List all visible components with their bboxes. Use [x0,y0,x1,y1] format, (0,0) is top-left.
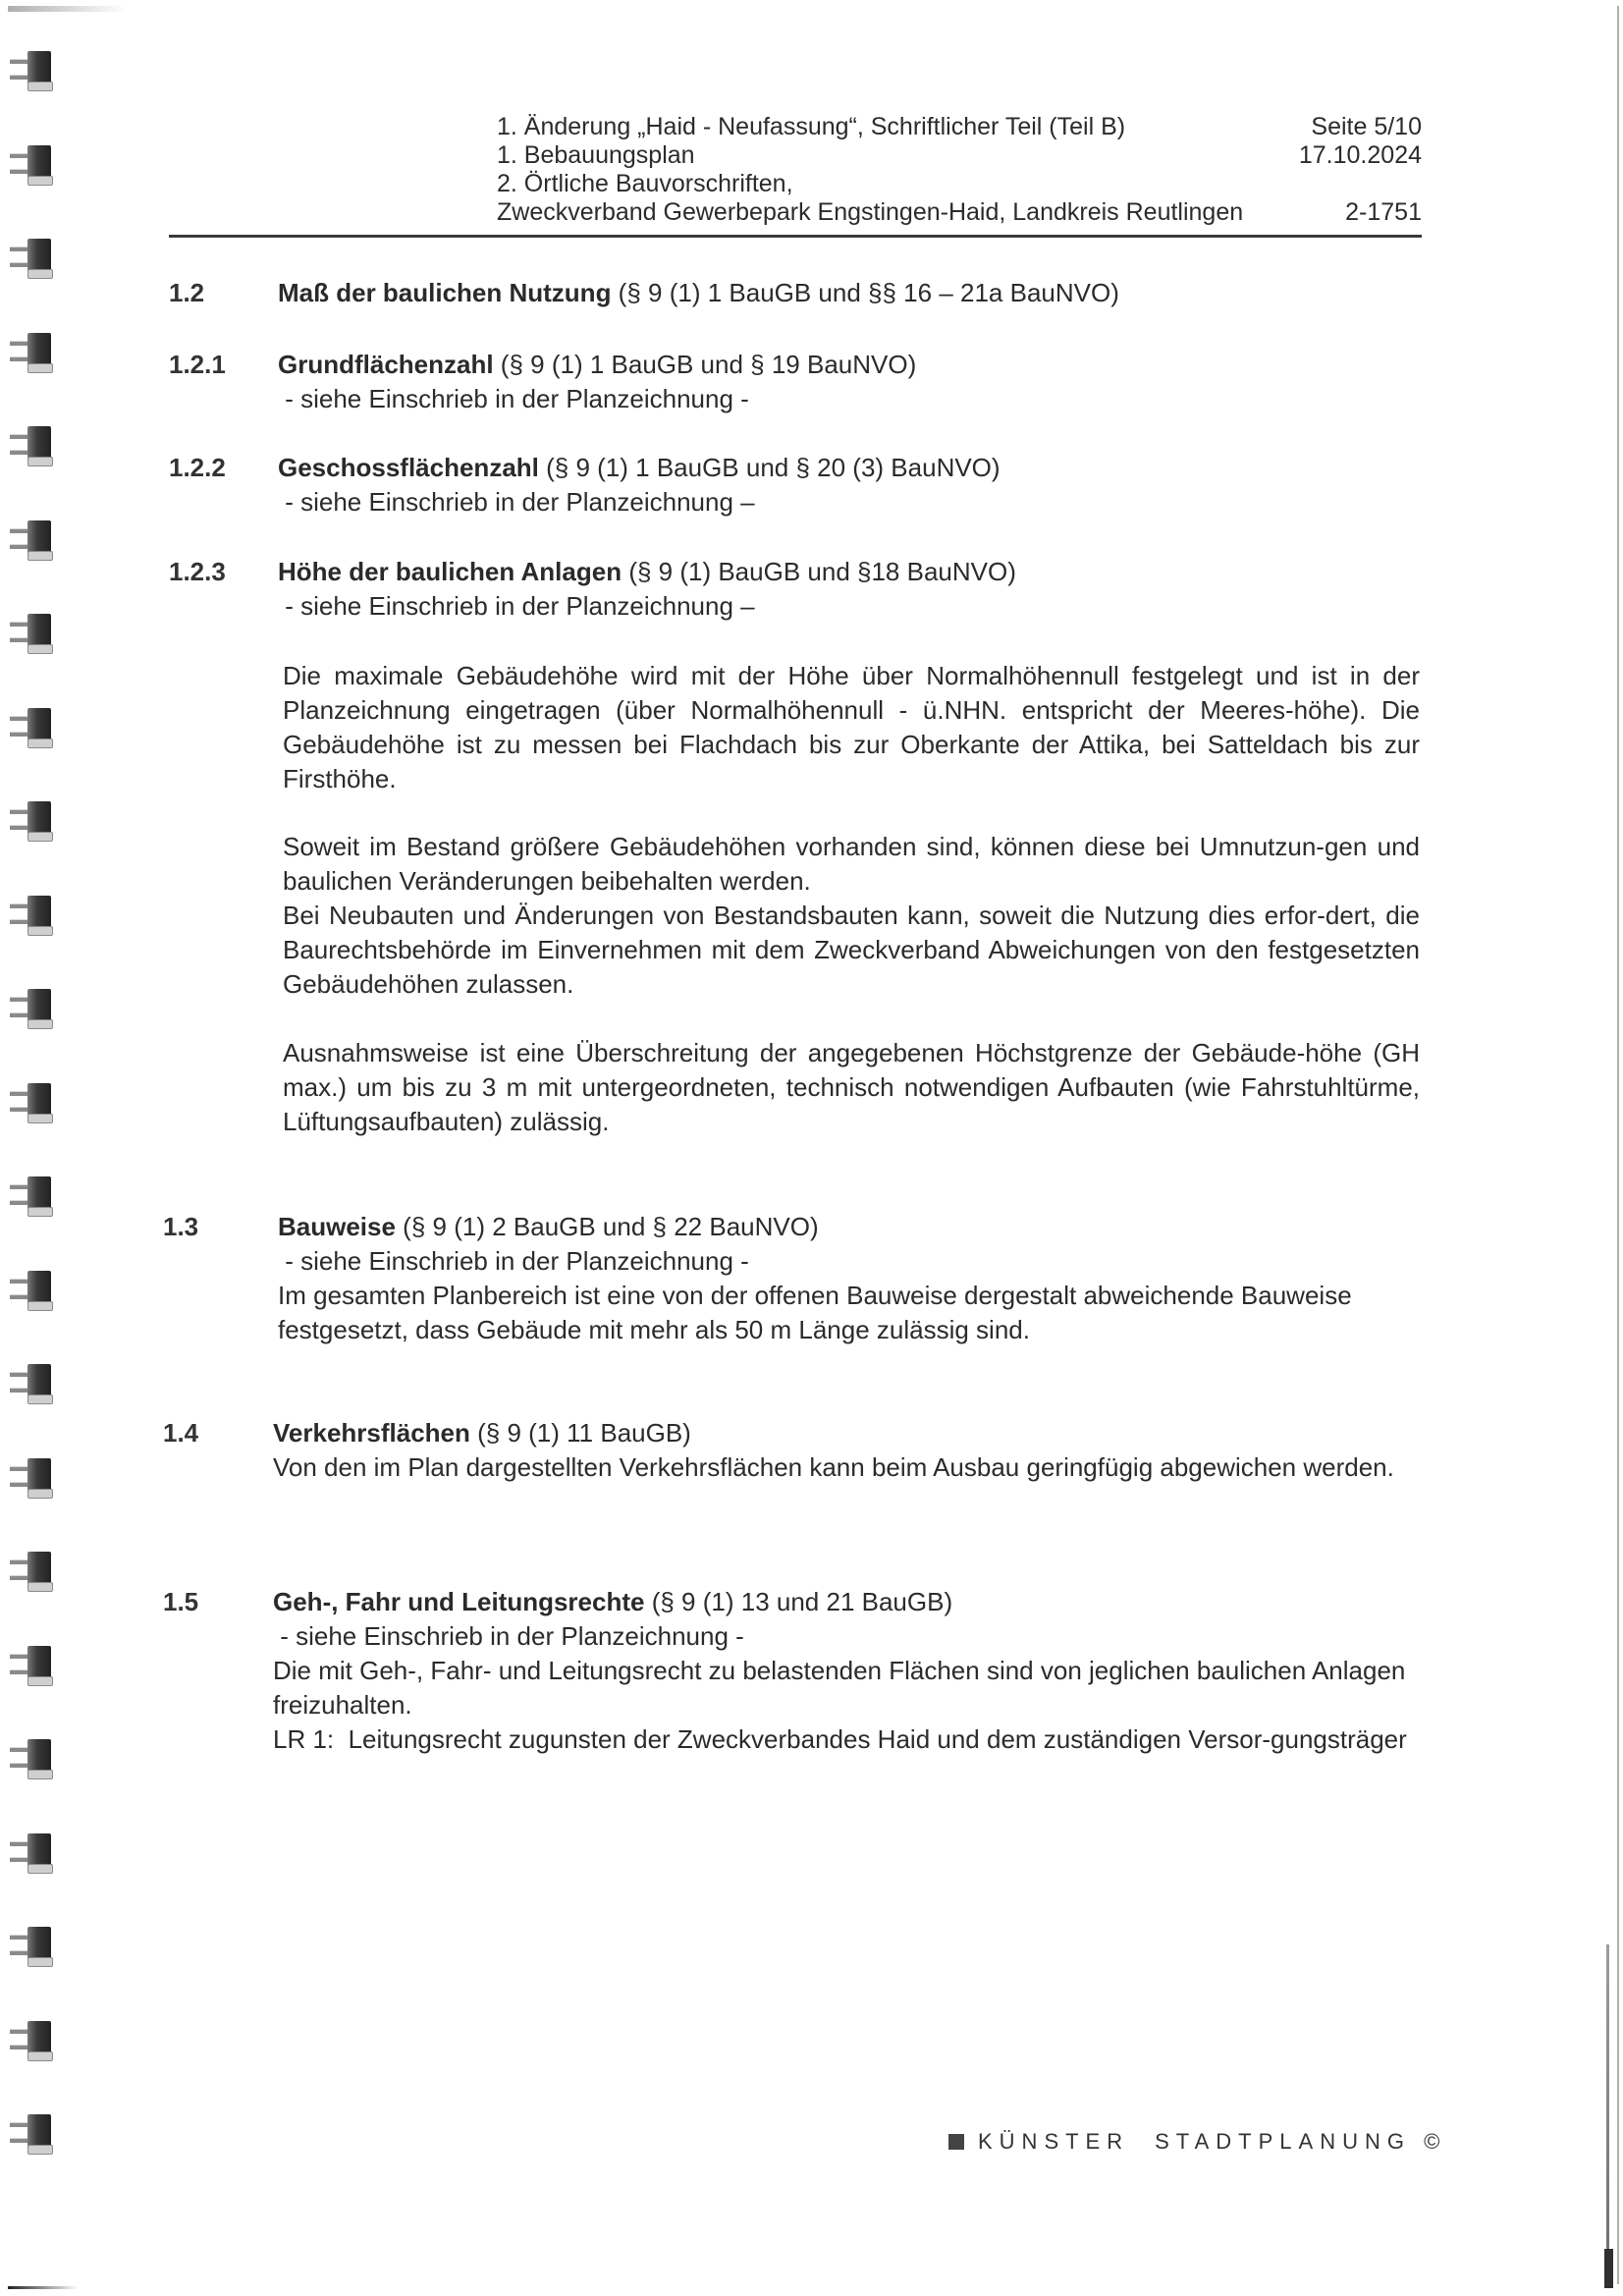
document-title: 1. Änderung „Haid - Neufassung“, Schriftlicher Teil (Teil B) [497,113,1126,140]
paragraph-exceedance: Ausnahmsweise ist eine Überschreitung der angegebenen Höchstgrenze der Gebäude-höhe (GH max.) um bis zu 3 m mit untergeordneten, technisch notwendigen Aufbauten (wie Fahrstuhltürme, Lüftungsaufbauten) zulässig. [283,1038,1420,1136]
section-title: Bauweise [278,1212,396,1241]
scan-shadow-top [8,6,126,12]
section-body [278,451,1417,519]
document-header [169,113,1422,227]
section-note: - siehe Einschrieb in der Planzeichnung – [278,487,755,517]
binding-ring-icon [10,49,51,92]
section-heading [278,451,1417,485]
publisher-footer [948,2129,1446,2155]
binding-ring-icon [10,2112,51,2156]
section-legal-ref: (§ 9 (1) 2 BauGB und § 22 BauNVO) [395,1212,819,1241]
section-number: 1.5 [163,1587,199,1616]
section-legal-ref: (§ 9 (1) 1 BauGB und § 19 BauNVO) [493,350,917,379]
binding-ring-icon [10,1737,51,1780]
brand-name-right: STADTPLANUNG © [1155,2129,1447,2154]
section-heading [273,1585,1422,1619]
paragraph-lr1: LR 1: Leitungsrecht zugunsten der Zweckverbandes Haid und dem zuständigen Versor-gungsträger [273,1724,1407,1754]
section-number: 1.2.2 [169,453,226,482]
local-regulations-label: 2. Örtliche Bauvorschriften, [497,170,793,197]
section-note: - siehe Einschrieb in der Planzeichnung - [273,1621,744,1651]
section-title: Grundflächenzahl [278,350,494,379]
section-heading [273,1416,1422,1450]
binding-ring-icon [10,1550,51,1593]
paragraph-traffic-areas: Von den im Plan dargestellten Verkehrsflächen kann beim Ausbau geringfügig abgewichen werden. [273,1452,1394,1482]
scan-shadow-bottom [8,2286,79,2289]
page-edge-corner [1604,2249,1613,2288]
section-number: 1.2 [169,278,205,307]
brand-name-left: KÜNSTER [978,2129,1130,2154]
section-note: - siehe Einschrieb in der Planzeichnung - [278,1246,749,1276]
page-edge-right-shadow [1606,1944,1609,2288]
binding-ring-icon [10,519,51,562]
section-title: Geh-, Fahr und Leitungsrechte [273,1587,645,1616]
binding-ring-icon [10,706,51,749]
page-edge-right [1617,6,1619,2284]
section-title: Geschossflächenzahl [278,453,539,482]
section-number: 1.4 [163,1418,199,1448]
binding-ring-icon [10,2019,51,2062]
section-legal-ref: (§ 9 (1) BauGB und §18 BauNVO) [622,557,1016,586]
section-title: Maß der baulichen Nutzung [278,278,612,307]
header-row-4 [169,198,1422,227]
section-number: 1.3 [163,1212,199,1241]
binding-ring-icon [10,894,51,937]
binding-ring-icon [10,987,51,1030]
binding-ring-icon [10,331,51,374]
section-number: 1.2.3 [169,557,226,586]
binding-ring-icon [10,1362,51,1405]
paragraph-height-definition: Die maximale Gebäudehöhe wird mit der Höhe über Normalhöhennull festgelegt und ist in der Planzeichnung eingetragen (über Normalhöhennull - ü.NHN. entspricht der Meeres-höhe). Die Gebäudehöhe ist zu messen bei Flachdach bis zur Oberkante der Attika, bei Satteldach bis zur Firsthöhe. [283,661,1420,793]
binding-ring-icon [10,1081,51,1124]
document-number: 2-1751 [1345,198,1422,226]
section-body [273,1416,1422,1485]
paragraph-building-style: Im gesamten Planbereich ist eine von der offenen Bauweise dergestalt abweichende Bauweise festgesetzt, dass Gebäude mit mehr als 50 m Länge zulässig sind. [278,1281,1352,1344]
section-heading [278,276,1119,310]
section-legal-ref: (§ 9 (1) 1 BauGB und § 20 (3) BauNVO) [538,453,1001,482]
binding-ring-icon [10,799,51,843]
section-title: Verkehrsflächen [273,1418,470,1448]
section-title: Höhe der baulichen Anlagen [278,557,622,586]
header-row-2 [169,141,1422,170]
section-heading [278,348,1417,382]
binding-ring-icon [10,1831,51,1875]
section-legal-ref: (§ 9 (1) 11 BauGB) [469,1418,691,1448]
paragraph-existing-heights: Soweit im Bestand größere Gebäudehöhen vorhanden sind, können diese bei Umnutzun-gen und baulichen Veränderungen beibehalten werden. [283,832,1420,896]
plan-type: 1. Bebauungsplan [497,141,695,169]
section-legal-ref: (§ 9 (1) 13 und 21 BauGB) [644,1587,953,1616]
paragraph-rights-areas: Die mit Geh-, Fahr- und Leitungsrecht zu belastenden Flächen sind von jeglichen baulichen Anlagen freizuhalten. [273,1656,1406,1720]
brand-square-icon [948,2134,964,2150]
section-body [273,1585,1422,1757]
section-note: - siehe Einschrieb in der Planzeichnung - [278,384,749,413]
header-divider [169,235,1422,238]
binding-ring-icon [10,424,51,467]
header-row-3 [169,170,1422,198]
binding-ring-icon [10,612,51,655]
section-number: 1.2.1 [169,350,226,379]
binding-ring-icon [10,1175,51,1218]
section-body [278,348,1417,416]
paragraph-deviations: Bei Neubauten und Änderungen von Bestandsbauten kann, soweit die Nutzung dies erfor-dert, die Baurechtsbehörde im Einvernehmen mit dem Zweckverband Abweichungen von den festgesetzten Gebäudehöhen zulassen. [283,901,1420,999]
authority-name: Zweckverband Gewerbepark Engstingen-Haid, Landkreis Reutlingen [497,198,1244,226]
section-body [278,1210,1417,1347]
binding-ring-icon [10,1456,51,1500]
binding-ring-icon [10,1644,51,1687]
page-number: Seite 5/10 [1311,113,1422,140]
section-body [278,555,1417,624]
section-heading [278,1210,1417,1244]
header-row-1 [169,113,1422,141]
section-heading [278,555,1417,589]
binding-ring-icon [10,1269,51,1312]
binding-ring-icon [10,237,51,280]
section-note: - siehe Einschrieb in der Planzeichnung – [278,591,755,621]
section-legal-ref: (§ 9 (1) 1 BauGB und §§ 16 – 21a BauNVO) [611,278,1119,307]
binding-ring-icon [10,143,51,187]
binding-ring-icon [10,1925,51,1968]
document-date: 17.10.2024 [1298,141,1422,169]
